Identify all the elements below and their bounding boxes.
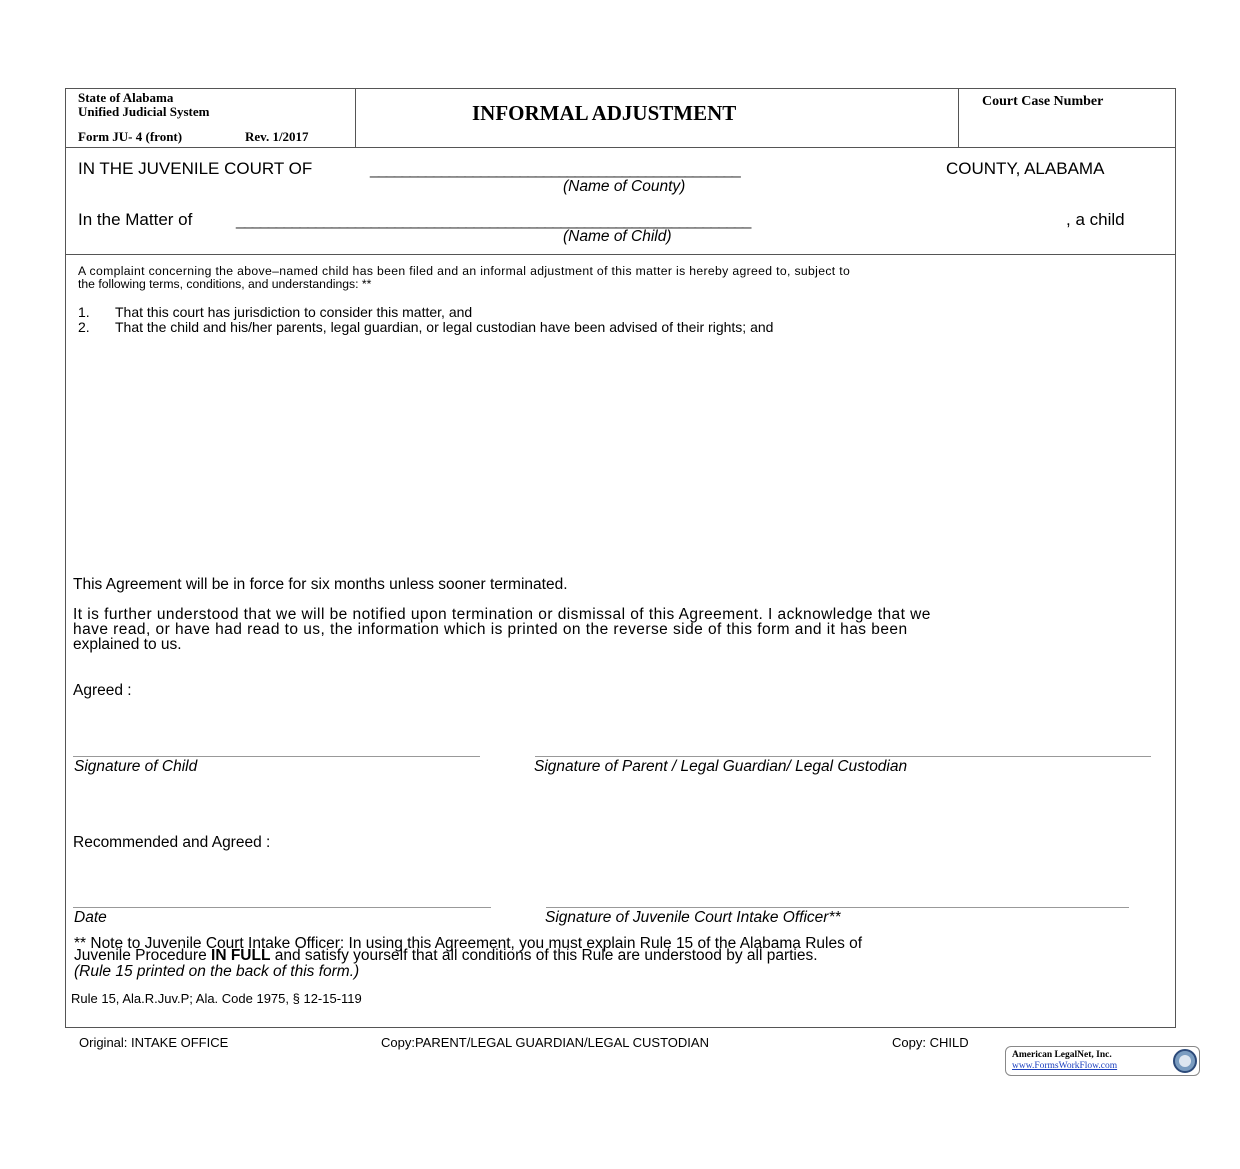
county-field[interactable]: _______________________________________________ [370,159,740,178]
force-text: This Agreement will be in force for six months unless sooner terminated. [73,576,568,593]
agreed-label: Agreed : [73,682,132,699]
case-number-label: Court Case Number [982,94,1104,109]
county-hint: (Name of County) [563,178,686,195]
child-signature-line[interactable] [73,756,480,757]
item-number: 2. [78,319,90,335]
globe-icon [1172,1048,1198,1074]
form-id: Form JU- 4 (front) [78,129,183,144]
revision: Rev. 1/2017 [245,129,309,144]
note-text-part: and satisfy yourself that all conditions of this Rule are understood by all parties. [274,947,818,964]
system-label: Unified Judicial System [78,104,210,119]
vendor-url[interactable]: www.FormsWorkFlow.com [1012,1061,1118,1071]
note-back-reference: (Rule 15 printed on the back of this form.) [74,963,360,980]
parent-signature-label: Signature of Parent / Legal Guardian/ Legal Custodian [534,758,908,775]
ack-text: It is further understood that we will be notified upon termination or dismissal of this Agreement. I acknowledge that we [73,606,931,623]
distribution-parent: Copy:PARENT/LEGAL GUARDIAN/LEGAL CUSTODIAN [381,1035,709,1050]
date-line[interactable] [73,907,491,908]
court-suffix: COUNTY, ALABAMA [946,159,1105,178]
intro-text: the following terms, conditions, and understandings: ** [78,277,372,291]
state-label: State of Alabama [78,90,174,105]
vendor-name: American LegalNet, Inc. [1012,1050,1112,1060]
child-signature-label: Signature of Child [74,758,198,775]
child-hint: (Name of Child) [563,228,672,245]
citation: Rule 15, Ala.R.Juv.P; Ala. Code 1975, § 12-15-119 [71,991,362,1006]
ack-text: have read, or have had read to us, the information which is printed on the reverse side of this form and it has been [73,621,908,638]
item-text: That the child and his/her parents, legal guardian, or legal custodian have been advised of their rights; and [115,319,774,335]
item-number: 1. [78,304,90,320]
page-title: INFORMAL ADJUSTMENT [472,101,737,125]
date-label: Date [74,909,107,926]
note-text [74,948,818,963]
matter-suffix: , a child [1066,210,1125,229]
divider [355,88,356,147]
court-prefix: IN THE JUVENILE COURT OF [78,159,313,178]
officer-signature-line[interactable] [546,907,1129,908]
note-text: ** Note to Juvenile Court Intake Officer: In using this Agreement, you must explain Rule 15 of the Alabama Rules of [74,935,863,952]
ack-text: explained to us. [73,636,182,653]
note-text-part: Juvenile Procedure [74,947,207,964]
note-emphasis: IN FULL [211,947,271,964]
distribution-child: Copy: CHILD [892,1035,969,1050]
officer-signature-label: Signature of Juvenile Court Intake Officer** [545,909,841,926]
parent-signature-line[interactable] [535,756,1151,757]
vendor-logo[interactable] [1005,1046,1200,1076]
divider [958,88,959,147]
child-name-field[interactable]: _________________________________________________________________ [236,210,750,229]
intro-text: A complaint concerning the above–named child has been filed and an informal adjustment of this matter is hereby agreed to, subject to [78,264,851,278]
matter-prefix: In the Matter of [78,210,193,229]
divider [65,147,1175,148]
divider [65,254,1175,255]
recommended-label: Recommended and Agreed : [73,834,271,851]
item-text: That this court has jurisdiction to consider this matter, and [115,304,473,320]
distribution-original: Original: INTAKE OFFICE [79,1035,229,1050]
